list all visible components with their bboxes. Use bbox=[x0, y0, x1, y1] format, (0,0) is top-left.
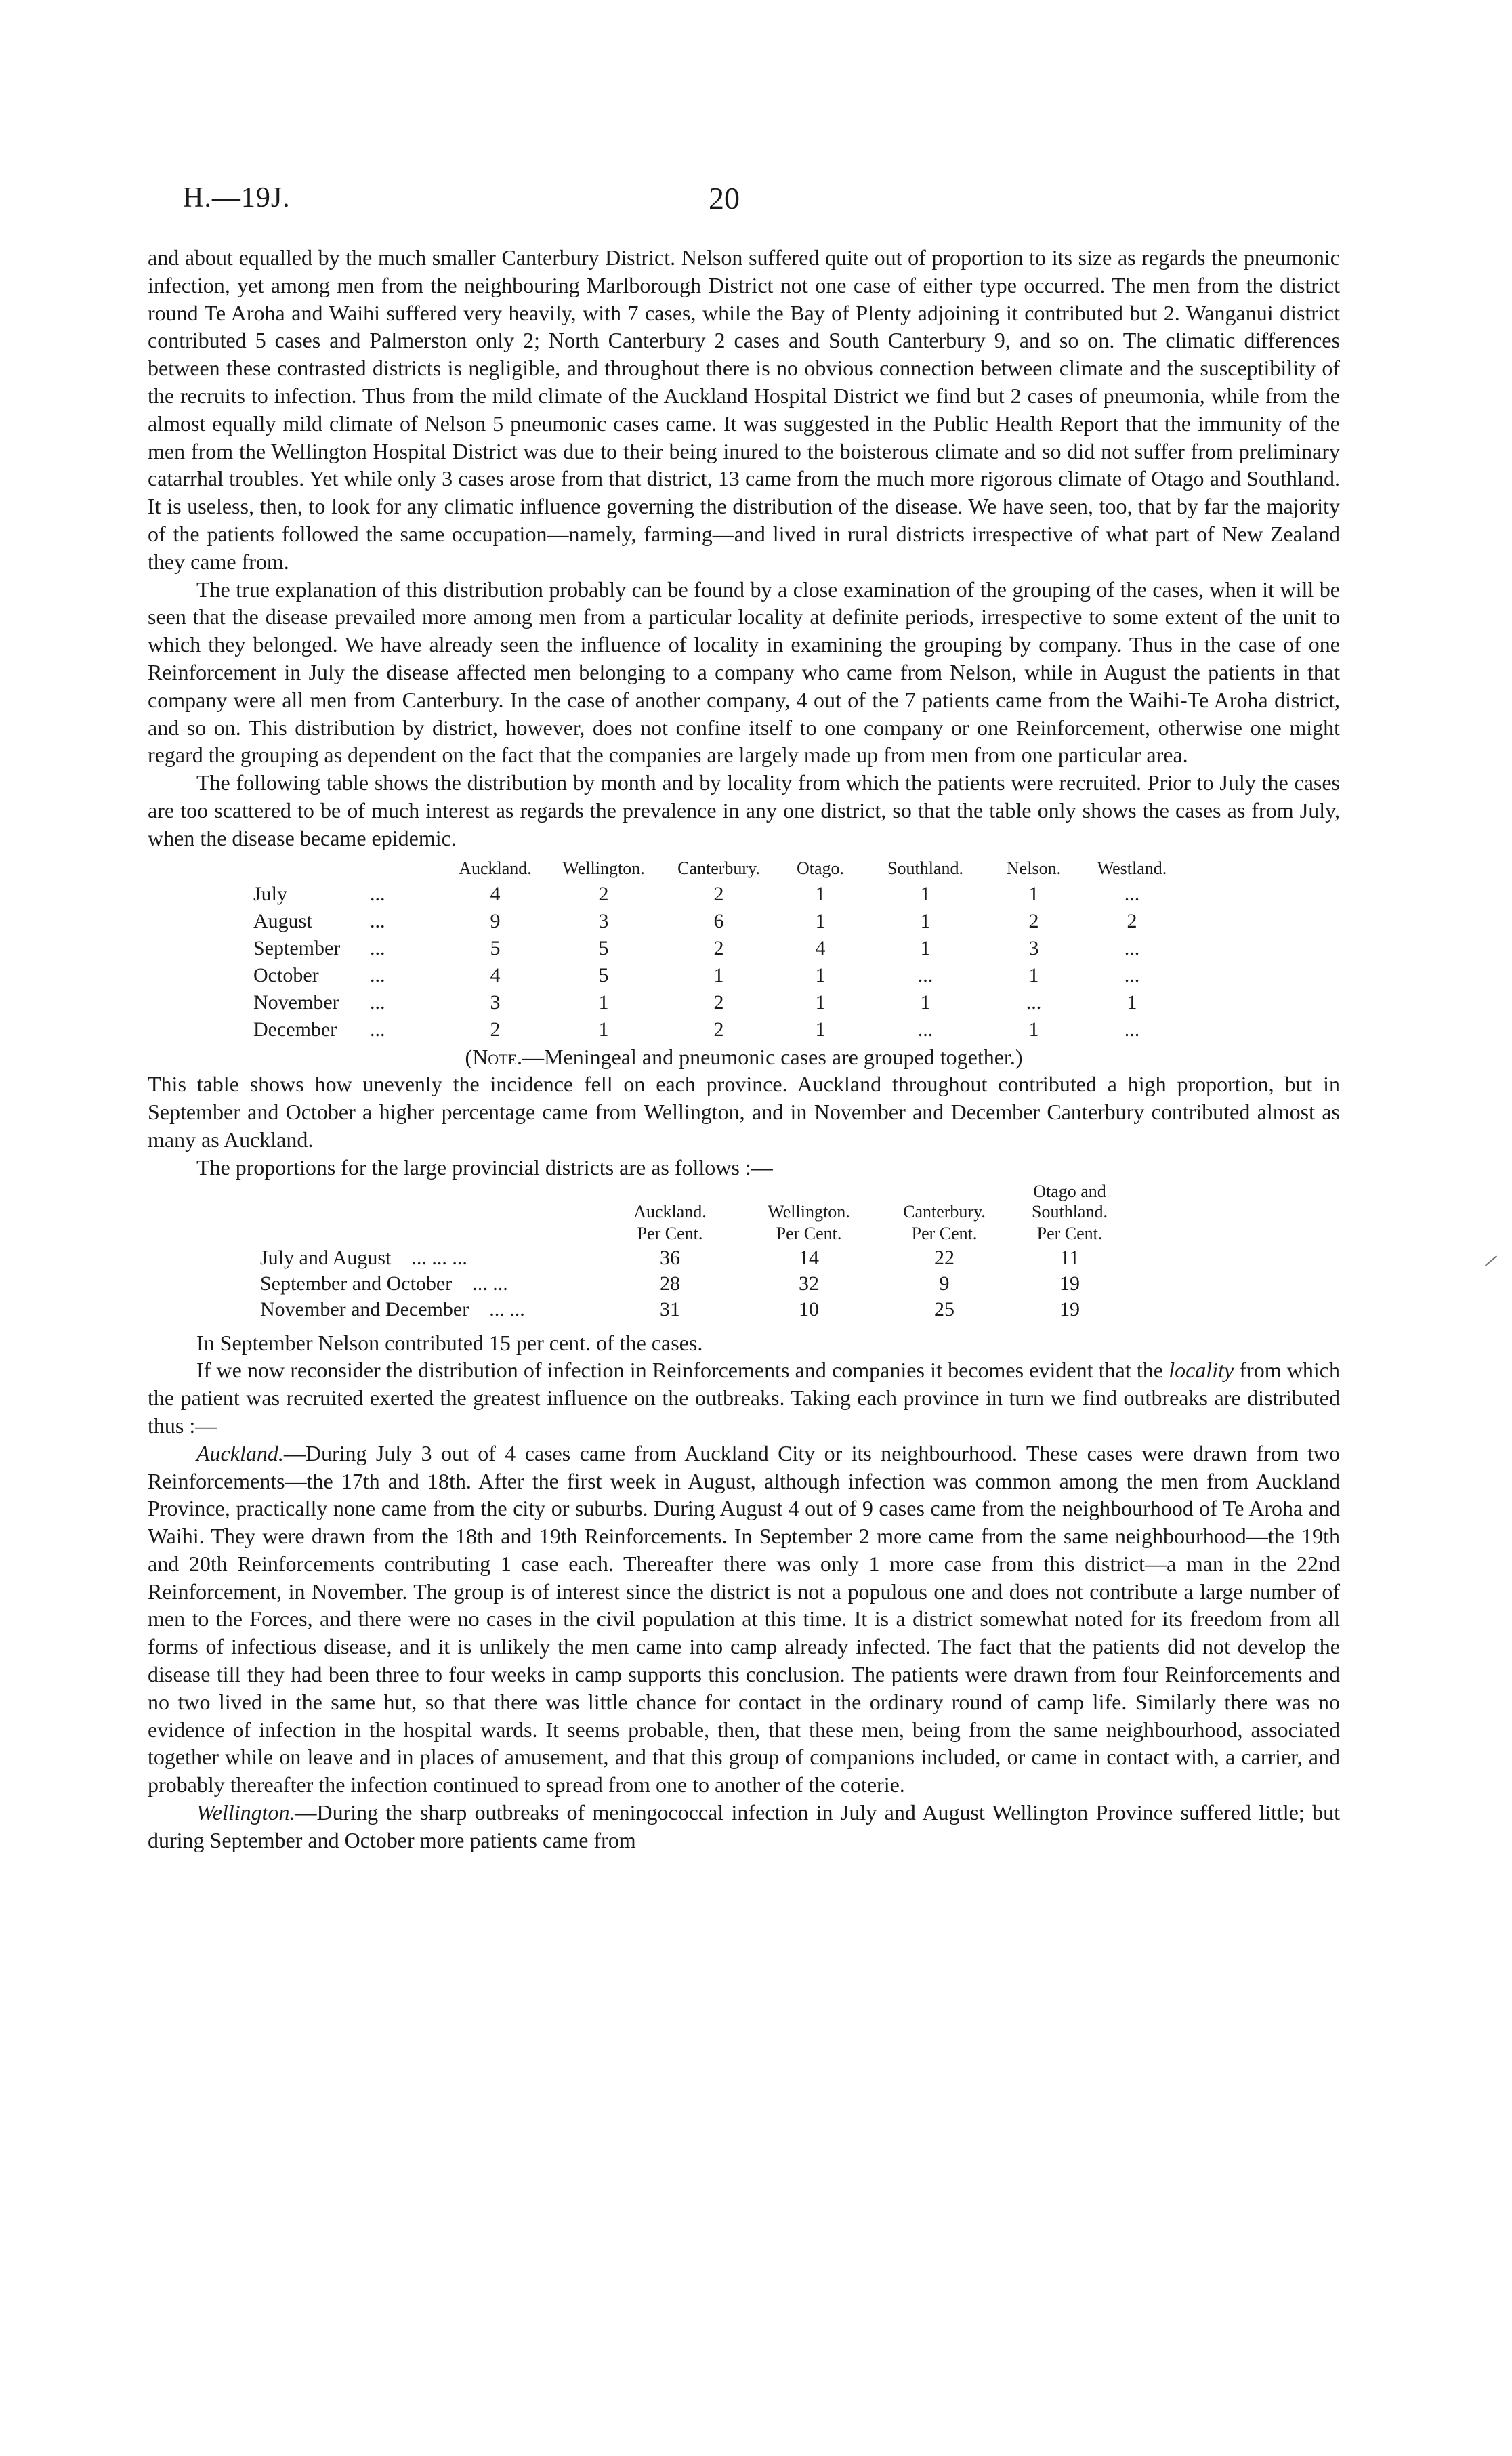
table-row bbox=[253, 1016, 1183, 1043]
table-cell: 4 bbox=[490, 963, 501, 986]
table-cell: 1 bbox=[598, 1018, 609, 1041]
table-cell: 3 bbox=[490, 991, 501, 1014]
table-cell: 3 bbox=[1028, 936, 1039, 959]
table-cell: 1 bbox=[920, 936, 931, 959]
table-cell: 4 bbox=[490, 882, 501, 905]
table-units-row bbox=[260, 1222, 1127, 1245]
paragraph-climate: and about equalled by the much smaller Canterbury District. Nelson suffered quite out of proportion to its size as regards the pneumonic infection, yet among men from the neighbouring Marlborough District not one case of either type occurred. The men from the district round Te Aroha and Waihi suffered very heavily, with 7 cases, while the Bay of Plenty adjoining it contributed but 2. Wanganui district contributed 5 cases and Palmerston only 2; North Canterbury 2 cases and South Canterbury 9, and so on. The climatic differences between these contrasted districts is negligible, and throughout there is no obvious connection between climate and the susceptibility of the recruits to infection. Thus from the mild climate of the Auckland Hospital District we find but 2 cases of pneumonia, while from the almost equally mild climate of Nelson 5 pneumonic cases came. It was suggested in the Public Health Report that the immunity of the men from the Wellington Hospital District was due to their being inured to the boisterous climate and so did not suffer from preliminary catarrhal troubles. Yet while only 3 cases arose from that district, 13 came from the much more rigorous climate of Otago and Southland. It is useless, then, to look for any climatic influence governing the distribution of the disease. We have seen, too, that by far the majority of the patients followed the same occupation—namely, farming—and lived in rural districts irrespective of what part of New Zealand they came from. bbox=[148, 245, 1340, 574]
table-row bbox=[253, 962, 1183, 989]
table-cell: ... bbox=[1026, 991, 1042, 1014]
column-header: Southland. bbox=[887, 858, 963, 878]
unit-label: Per Cent. bbox=[637, 1223, 703, 1243]
column-header: Canterbury. bbox=[903, 1201, 986, 1222]
table-cell: 9 bbox=[490, 909, 501, 932]
table-note: (Note.—Meningeal and pneumonic cases are grouped together.) bbox=[465, 1044, 1023, 1069]
row-month: September bbox=[253, 936, 341, 959]
table-cell: 1 bbox=[1028, 882, 1039, 905]
table-cell: 36 bbox=[660, 1246, 680, 1269]
note-text: —Meningeal and pneumonic cases are grouped together.) bbox=[522, 1044, 1023, 1069]
table-row bbox=[253, 935, 1183, 962]
table-cell: 22 bbox=[934, 1246, 954, 1269]
table-cell: 1 bbox=[815, 909, 826, 932]
table-cell: 3 bbox=[598, 909, 609, 932]
monthly-locality-table bbox=[253, 856, 1183, 1043]
table-row bbox=[253, 908, 1183, 935]
row-month: August bbox=[253, 909, 312, 932]
column-header: Otago and Southland. bbox=[1032, 1181, 1108, 1222]
table-cell: 5 bbox=[598, 963, 609, 986]
table-cell: 9 bbox=[939, 1272, 950, 1295]
column-header: Nelson. bbox=[1006, 858, 1062, 878]
table-cell: 1 bbox=[1028, 1018, 1039, 1041]
unit-label: Per Cent. bbox=[776, 1223, 842, 1243]
column-header: Westland. bbox=[1097, 858, 1167, 878]
emphasis-locality: locality bbox=[1169, 1358, 1234, 1383]
row-leader: ... bbox=[370, 882, 385, 905]
proportions-table bbox=[260, 1182, 1127, 1323]
row-month: November bbox=[253, 991, 339, 1014]
table-cell: 2 bbox=[490, 1018, 501, 1041]
table-cell: 1 bbox=[815, 1018, 826, 1041]
paragraph-locality: If we now reconsider the distribution of infection in Reinforcements and companies it becomes evident that the locality from which the patient was recruited exerted the greatest influence on the outbreaks. Taking each province in turn we find outbreaks are distributed thus :— bbox=[148, 1358, 1341, 1438]
margin-pen-mark bbox=[1485, 1255, 1497, 1266]
table-cell: 6 bbox=[713, 909, 724, 932]
section-lead-auckland: Auckland. bbox=[196, 1440, 284, 1465]
table-cell: ... bbox=[917, 1018, 933, 1041]
row-month: October bbox=[253, 963, 319, 986]
body-text bbox=[148, 244, 1340, 1854]
column-header: Wellington. bbox=[768, 1201, 850, 1222]
unit-label: Per Cent. bbox=[1036, 1223, 1103, 1243]
table-row bbox=[253, 989, 1183, 1016]
unit-label: Per Cent. bbox=[911, 1223, 978, 1243]
running-header bbox=[148, 178, 1340, 232]
table-cell: 1 bbox=[920, 909, 931, 932]
table-header-row bbox=[260, 1182, 1127, 1222]
table-cell: 31 bbox=[660, 1297, 680, 1320]
table-cell: 2 bbox=[713, 991, 724, 1014]
table-row bbox=[260, 1271, 1127, 1297]
row-leader: ... ... ... bbox=[411, 1246, 467, 1269]
paragraph-table-summary: This table shows how unevenly the incidence fell on each province. Auckland throughout contributed a high proportion, but in September and October a higher percentage came from Wellington, and in November and December Canterbury contributed almost as many as Auckland. bbox=[148, 1072, 1340, 1152]
row-leader: ... bbox=[370, 936, 385, 959]
table-cell: 2 bbox=[1028, 909, 1039, 932]
table-cell: 1 bbox=[1127, 991, 1137, 1014]
table-cell: ... bbox=[917, 963, 933, 986]
table-cell: 5 bbox=[490, 936, 501, 959]
paragraph-wellington: Wellington.—During the sharp outbreaks of meningococcal infection in July and August Wellington Province suffered little; but during September and October more patients came from bbox=[148, 1800, 1340, 1852]
note-label: Note. bbox=[472, 1044, 523, 1069]
table-cell: 2 bbox=[713, 1018, 724, 1041]
table-cell: ... bbox=[1124, 1018, 1140, 1041]
row-month: July bbox=[253, 882, 288, 905]
table-cell: 32 bbox=[799, 1272, 819, 1295]
table-cell: 2 bbox=[1127, 909, 1137, 932]
table-cell: ... bbox=[1124, 882, 1140, 905]
column-header: Auckland. bbox=[459, 858, 532, 878]
table-cell: 1 bbox=[920, 882, 931, 905]
page-number: 20 bbox=[709, 181, 740, 215]
paragraph-auckland: Auckland.—During July 3 out of 4 cases came from Auckland City or its neighbourhood. These cases were drawn from two Reinforcements—the 17th and 18th. After the first week in August, although infection was common among the men from Auckland Province, practically none came from the city or suburbs. During August 4 out of 9 cases came from the neighbourhood of Te Aroha and Waihi. They were drawn from the 18th and 19th Reinforcements. In September 2 more came from the same neighbourhood—the 19th and 20th Reinforcements contributing 1 case each. Thereafter there was only 1 more case from this district—a man in the 22nd Reinforcement, in November. The group is of interest since the district is not a populous one and does not contribute a large number of men to the Forces, and there were no cases in the civil population at this time. It is a district somewhat noted for its freedom from all forms of infectious disease, and it is unlikely the men came into camp already infected. The fact that the patients did not develop the disease till they had been three to four weeks in camp supports this conclusion. The patients were drawn from four Reinforcements and no two lived in the same hut, so that there was little chance for contact in the ordinary round of camp life. Similarly there was no evidence of infection in the hospital wards. It seems probable, then, that these men, being from the same neighbourhood, associated together while on leave and in places of amusement, and that this group of companions included, or came in contact with, a carrier, and probably thereafter the infection continued to spread from one to another of the coterie. bbox=[148, 1440, 1340, 1797]
table-cell: 19 bbox=[1059, 1272, 1080, 1295]
section-lead-wellington: Wellington. bbox=[196, 1800, 295, 1825]
table-row bbox=[253, 881, 1183, 908]
table-cell: 1 bbox=[815, 882, 826, 905]
row-period: November and December ... ... bbox=[260, 1297, 525, 1320]
table-cell: 19 bbox=[1059, 1297, 1080, 1320]
table-cell: 1 bbox=[598, 991, 609, 1014]
row-leader: ... ... bbox=[489, 1297, 525, 1320]
row-leader: ... ... bbox=[472, 1272, 508, 1295]
column-header: Otago. bbox=[796, 858, 845, 878]
row-leader: ... bbox=[370, 963, 385, 986]
column-header: Auckland. bbox=[633, 1201, 707, 1222]
paragraph-table-intro: The following table shows the distribution by month and by locality from which the patients were recruited. Prior to July the cases are too scattered to be of much interest as regards the prevalence in any one district, so that the table only shows the cases as from July, when the disease became epidemic. bbox=[148, 770, 1340, 850]
table-header-row bbox=[253, 856, 1183, 881]
row-period: July and August ... ... ... bbox=[260, 1246, 467, 1269]
column-header: Wellington. bbox=[562, 858, 645, 878]
row-leader: ... bbox=[370, 909, 385, 932]
table-cell: 1 bbox=[713, 963, 724, 986]
table-row bbox=[260, 1245, 1127, 1271]
row-month: December bbox=[253, 1018, 337, 1041]
table-cell: 10 bbox=[799, 1297, 819, 1320]
document-reference: H.—19J. bbox=[183, 182, 291, 213]
table-cell: 14 bbox=[799, 1246, 819, 1269]
table-cell: ... bbox=[1124, 936, 1140, 959]
table-cell: 2 bbox=[713, 882, 724, 905]
paragraph-grouping: The true explanation of this distribution probably can be found by a close examination of the grouping of the cases, when it will be seen that the disease prevailed more among men from a particular locality at definite periods, irrespective to some extent of the unit to which they belonged. We have already seen the influence of locality in examining the grouping by company. Thus in the case of one Reinforcement in July the disease affected men belonging to a company who came from Nelson, while in August the patients in that company were all men from Canterbury. In the case of another company, 4 out of the 7 patients came from the Waihi-Te Aroha district, and so on. This distribution by district, however, does not confine itself to one company or one Reinforcement, otherwise one might regard the grouping as dependent on the fact that the companies are largely made up from men from one particular area. bbox=[148, 577, 1340, 768]
table-cell: 1 bbox=[1028, 963, 1039, 986]
table-cell: 11 bbox=[1059, 1246, 1080, 1269]
table-cell: 1 bbox=[920, 991, 931, 1014]
paragraph-nelson-september: In September Nelson contributed 15 per cent. of the cases. bbox=[196, 1330, 703, 1355]
table-row bbox=[260, 1297, 1127, 1323]
table-cell: 25 bbox=[934, 1297, 954, 1320]
column-header: Canterbury. bbox=[677, 858, 760, 878]
table-cell: 1 bbox=[815, 991, 826, 1014]
table-cell: 5 bbox=[598, 936, 609, 959]
table-cell: ... bbox=[1124, 963, 1140, 986]
row-leader: ... bbox=[370, 991, 385, 1014]
table-cell: 2 bbox=[713, 936, 724, 959]
row-leader: ... bbox=[370, 1018, 385, 1041]
paragraph-proportions-intro: The proportions for the large provincial districts are as follows :— bbox=[196, 1154, 773, 1180]
table-cell: 1 bbox=[815, 963, 826, 986]
table-cell: 28 bbox=[660, 1272, 680, 1295]
table-cell: 2 bbox=[598, 882, 609, 905]
row-period: September and October ... ... bbox=[260, 1272, 508, 1295]
table-cell: 4 bbox=[815, 936, 826, 959]
